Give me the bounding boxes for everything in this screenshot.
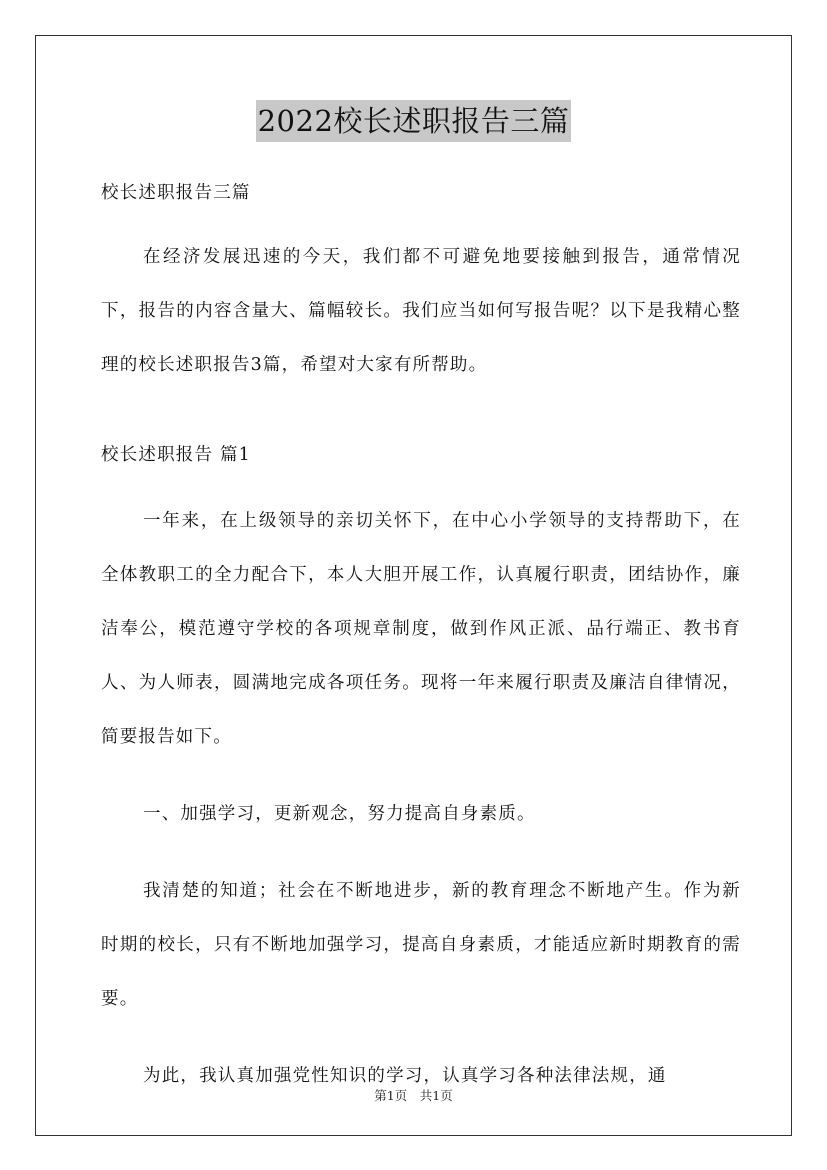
intro-paragraph: 在经济发展迅速的今天，我们都不可避免地要接触到报告，通常情况下，报告的内容含量大、篇幅较长。我们应当如何写报告呢？以下是我精心整理的校长述职报告3篇，希望对大家有所帮助。 [101,247,741,375]
document-subtitle: 校长述职报告三篇 [101,183,251,203]
body-paragraph: 一年来，在上级领导的亲切关怀下，在中心小学领导的支持帮助下，在全体教职工的全力配合下，本人大胆开展工作，认真履行职责，团结协作，廉洁奉公，模范遵守学校的各项规章制度，做到作风正派、品行端正、教书育人、为人师表，圆满地完成各项任务。现将一年来履行职责及廉洁自律情况，简要报告如下。 [101,511,741,747]
document-title: 2022校长述职报告三篇 [256,100,572,142]
body-paragraph: 我清楚的知道；社会在不断地进步，新的教育理念不断地产生。作为新时期的校长，只有不断地加强学习，提高自身素质，才能适应新时期教育的需要。 [101,881,741,1009]
body-paragraph: 一、加强学习，更新观念，努力提高自身素质。 [143,804,536,824]
section-heading-1: 校长述职报告 篇1 [101,445,251,465]
body-paragraph: 为此，我认真加强党性知识的学习，认真学习各种法律法规，通 [143,1066,667,1086]
document-body [101,178,741,1126]
page-footer: 第1页 共1页 [374,1088,453,1103]
title-container [0,100,827,142]
